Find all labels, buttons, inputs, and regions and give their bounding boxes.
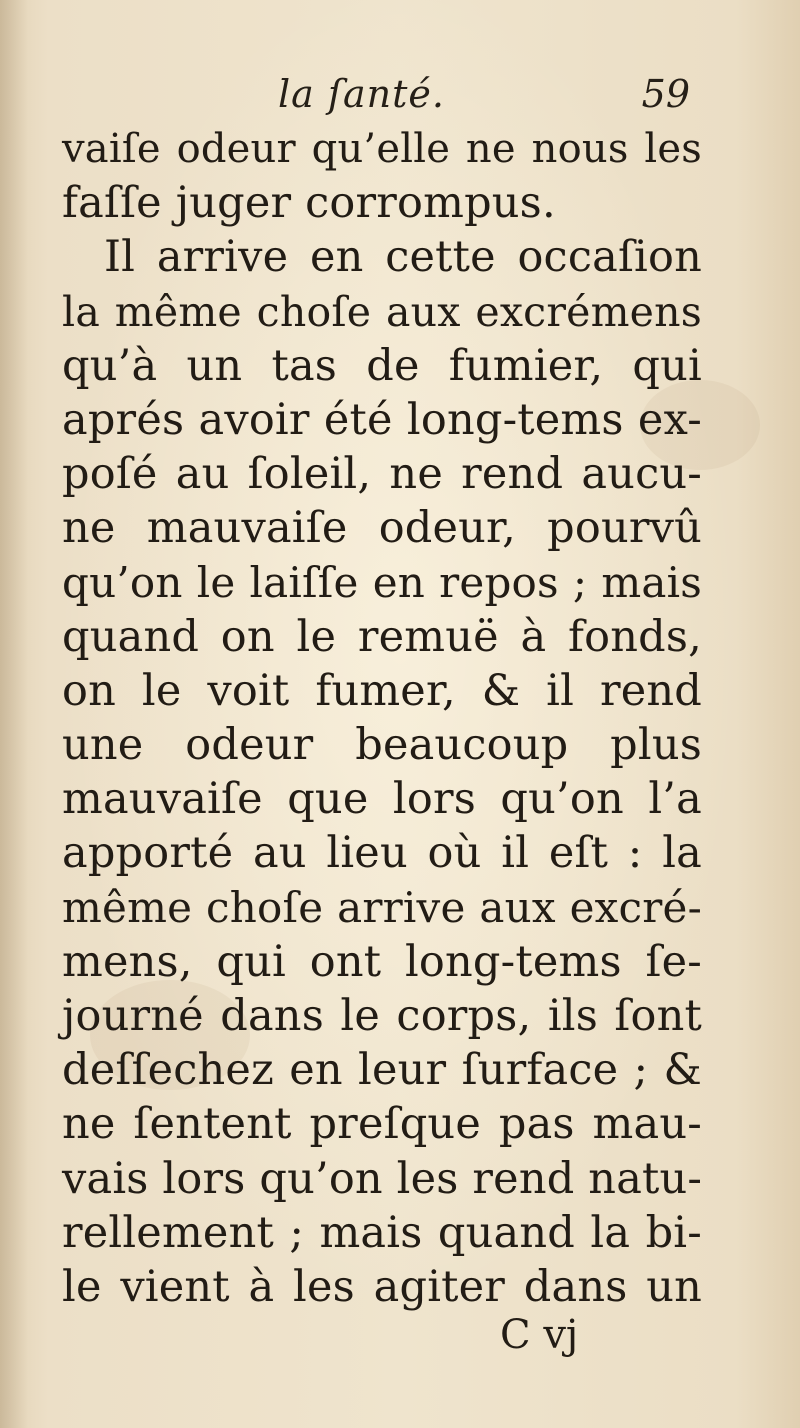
text-line: la même choſe aux excrémens (62, 287, 702, 336)
text-line: apporté au lieu où il eſt : la (62, 828, 702, 879)
text-line: quand on le remuë à fonds, (62, 611, 702, 662)
text-line: Il arrive en cette occaſion (104, 232, 702, 283)
running-head (60, 62, 700, 122)
signature-mark: C vj (500, 1312, 579, 1358)
text-line: ne ſentent preſque pas mau- (62, 1099, 702, 1150)
text-line: faſſe juger corrompus. (62, 178, 556, 229)
text-line: on le voit fumer, & il rend (62, 665, 702, 716)
text-line: vaiſe odeur qu’elle ne nous les (62, 126, 702, 172)
text-line: vais lors qu’on les rend natu- (62, 1153, 703, 1204)
text-line: deſſechez en leur ſurface ; & (62, 1045, 702, 1096)
body-text (62, 122, 702, 1314)
text-line: journé dans le corps, ils ſont (62, 991, 702, 1041)
text-line: une odeur beaucoup plus (62, 720, 702, 771)
text-line: mauvaiſe que lors qu’on l’a (62, 774, 702, 825)
text-line: ne mauvaiſe odeur, pourvû (62, 503, 702, 554)
text-line: qu’on le laiſſe en repos ; mais (62, 557, 702, 607)
text-line: même choſe arrive aux excré- (62, 882, 702, 932)
running-title: la ſanté. (278, 72, 445, 116)
text-line: mens, qui ont long-tems ſe- (62, 936, 702, 987)
text-line: le vient à les agiter dans un (62, 1261, 702, 1312)
text-line: rellement ; mais quand la bi- (62, 1207, 702, 1258)
text-line: aprés avoir été long-tems ex- (62, 394, 702, 445)
text-line: poſé au ſoleil, ne rend aucu- (62, 449, 702, 500)
spine-shadow (0, 0, 28, 1428)
page-number: 59 (641, 72, 690, 116)
text-line: qu’à un tas de fumier, qui (62, 340, 702, 391)
